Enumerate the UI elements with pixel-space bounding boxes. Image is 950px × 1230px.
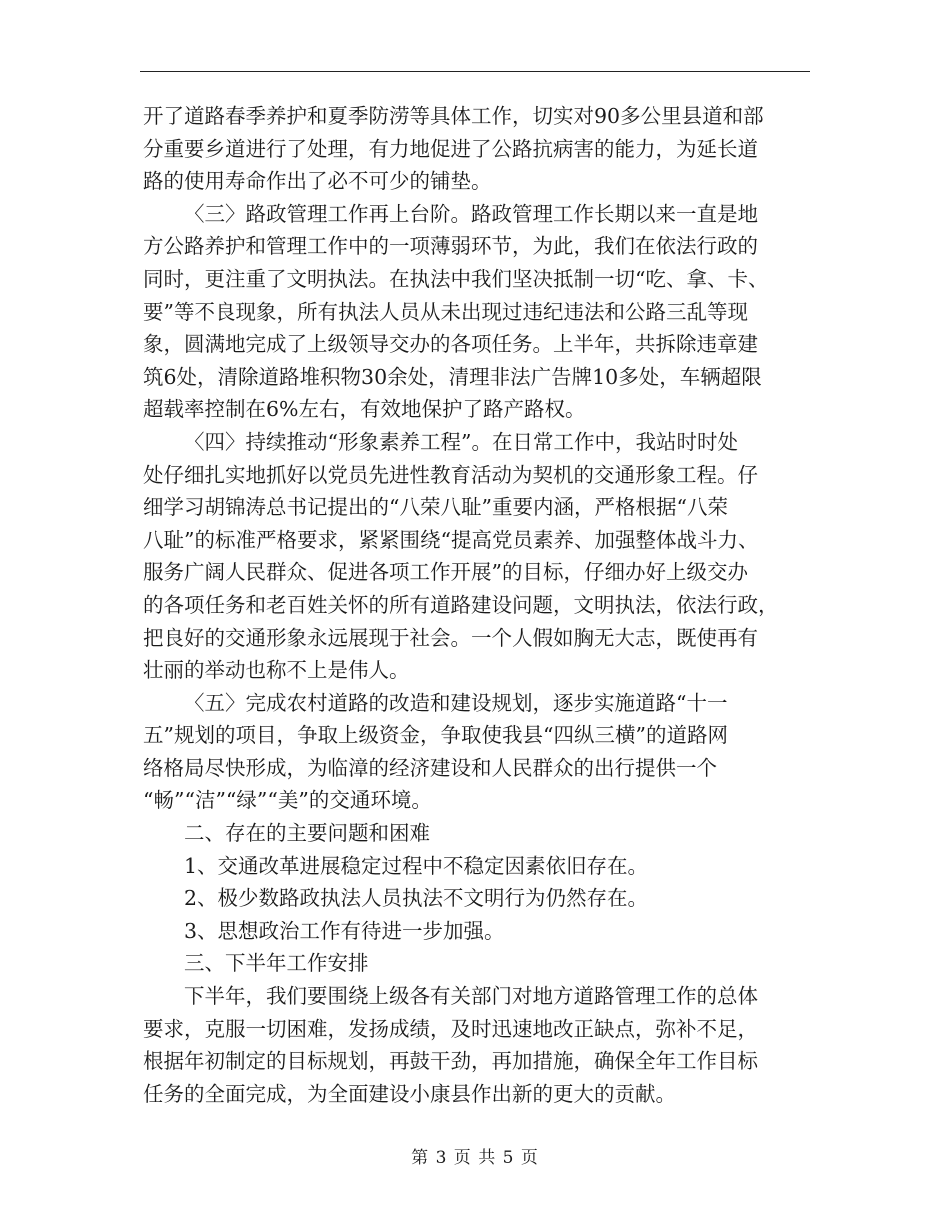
body-line: 络格局尽快形成，为临漳的经济建设和人民群众的出行提供一个 — [143, 755, 717, 780]
body-line: 下半年，我们要围绕上级各有关部门对地方道路管理工作的总体 — [184, 984, 758, 1009]
body-line: 筑6处，清除道路堆积物30余处，清理非法广告牌10多处，车辆超限 — [143, 364, 762, 389]
body-line: 的各项任务和老百姓关怀的所有道路建设问题，文明执法，依法行政， — [143, 592, 779, 617]
header-rule — [140, 71, 810, 72]
body-line: 超载率控制在6%左右，有效地保护了路产路权。 — [143, 397, 586, 422]
body-line: 任务的全面完成，为全面建设小康县作出新的更大的贡献。 — [143, 1081, 676, 1106]
body-line: 1、交通改革进展稳定过程中不稳定因素依旧存在。 — [184, 853, 649, 878]
body-line: 〈五〉完成农村道路的改造和建设规划，逐步实施道路“十一 — [184, 690, 728, 715]
body-line: 把良好的交通形象永远展现于社会。一个人假如胸无大志，既使再有 — [143, 625, 758, 650]
body-line: 处仔细扎实地抓好以党员先进性教育活动为契机的交通形象工程。仔 — [143, 462, 758, 487]
body-line: 服务广阔人民群众、促进各项工作开展”的目标，仔细办好上级交办 — [143, 560, 748, 585]
body-line: 〈四〉持续推动“形象素养工程”。在日常工作中，我站时时处 — [184, 429, 738, 454]
body-line: 根据年初制定的目标规划，再鼓干劲，再加措施，确保全年工作目标 — [143, 1049, 758, 1074]
body-line: 二、存在的主要问题和困难 — [184, 821, 430, 846]
body-line: 象，圆满地完成了上级领导交办的各项任务。上半年，共拆除违章建 — [143, 332, 758, 357]
body-line: 细学习胡锦涛总书记提出的“八荣八耻”重要内涵，严格根据“八荣 — [143, 495, 728, 520]
body-line: 分重要乡道进行了处理，有力地促进了公路抗病害的能力，为延长道 — [143, 136, 758, 161]
body-line: “畅”“洁”“绿”“美”的交通环境。 — [143, 788, 432, 813]
body-line: 要求，克服一切困难，发扬成绩，及时迅速地改正缺点，弥补不足， — [143, 1016, 758, 1041]
body-line: 方公路养护和管理工作中的一项薄弱环节，为此，我们在依法行政的 — [143, 234, 758, 259]
body-line: 同时，更注重了文明执法。在执法中我们坚决抵制一切“吃、拿、卡、 — [143, 266, 769, 291]
body-line: 3、思想政治工作有待进一步加强。 — [184, 918, 505, 943]
body-line: 路的使用寿命作出了必不可少的铺垫。 — [143, 169, 492, 194]
body-line: 五”规划的项目，争取上级资金，争取使我县“四纵三横”的道路网 — [143, 723, 728, 748]
body-line: 要”等不良现象，所有执法人员从未出现过违纪违法和公路三乱等现 — [143, 299, 748, 324]
page-footer: 第 3 页 共 5 页 — [411, 1148, 539, 1168]
body-line: 开了道路春季养护和夏季防涝等具体工作，切实对90多公里县道和部 — [143, 104, 764, 128]
body-line: 八耻”的标准严格要求，紧紧围绕“提高党员素养、加强整体战斗力、 — [143, 527, 759, 552]
body-line: 壮丽的举动也称不上是伟人。 — [143, 658, 410, 683]
document-body — [143, 100, 811, 1110]
body-line: 三、下半年工作安排 — [184, 951, 369, 976]
body-line: 〈三〉路政管理工作再上台阶。路政管理工作长期以来一直是地 — [184, 201, 758, 226]
body-line: 2、极少数路政执法人员执法不文明行为仍然存在。 — [184, 886, 649, 911]
